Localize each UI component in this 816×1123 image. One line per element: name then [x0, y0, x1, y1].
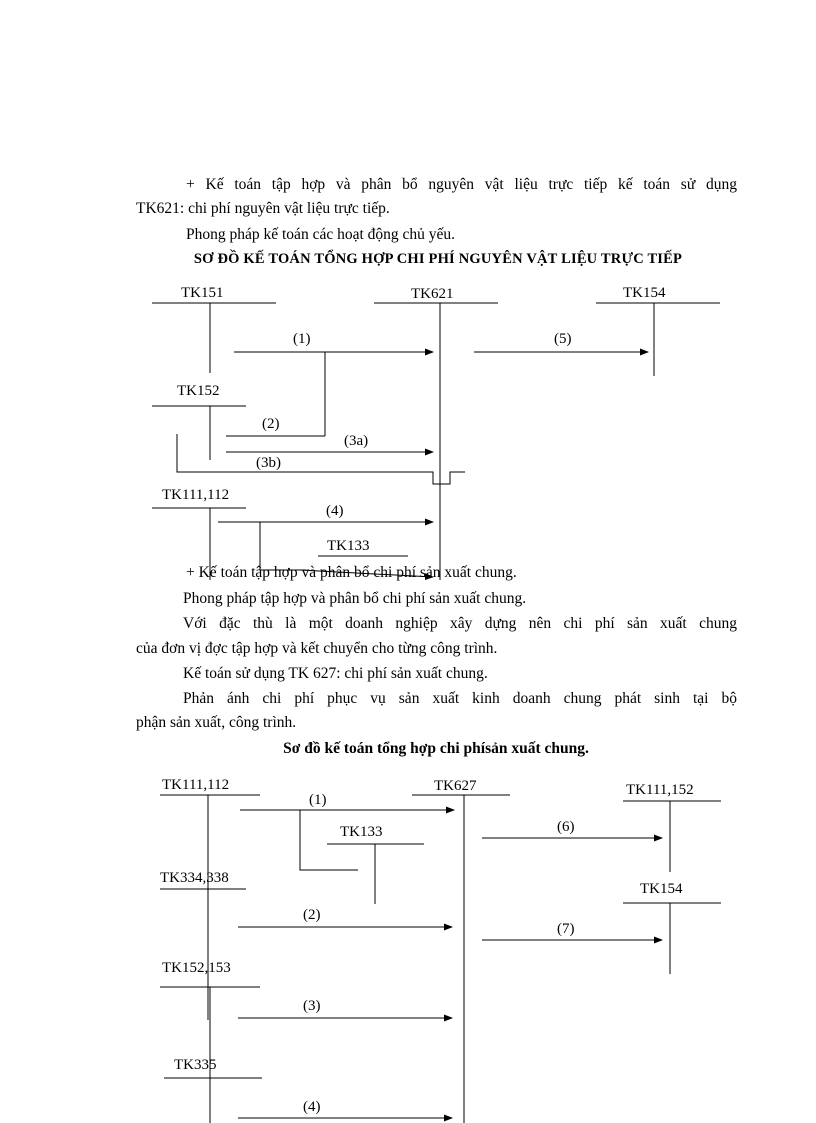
tk151-label: TK151	[181, 285, 224, 301]
tk133-label: TK133	[327, 538, 370, 554]
paragraph-2: Phong pháp kế toán các hoạt động chủ yếu.	[186, 226, 456, 243]
tk335-label: TK335	[174, 1057, 217, 1073]
tk152-153-label: TK152,153	[162, 960, 231, 976]
tk111-112-label: TK111,112	[162, 487, 230, 503]
section-2-paragraph-4: Kế toán sử dụng TK 627: chi phí sản xuất chung.	[183, 665, 488, 682]
paragraph-1-line-2: TK621: chi phí nguyên vật liệu trực tiếp.	[136, 200, 390, 217]
d2-tk133-label: TK133	[340, 824, 383, 840]
diagram-2-heading: Sơ đồ kế toán tổng hợp chi phísản xuất chung.	[283, 740, 589, 757]
section-2-paragraph-3-line-1: Với đặc thù là một doanh nghiệp xây dựng nên chi phí sản xuất chung	[183, 615, 737, 632]
d2-flow-2-label: (2)	[303, 907, 321, 923]
tk152-label: TK152	[177, 383, 220, 399]
tk111-152-label: TK111,152	[626, 782, 694, 798]
section-2-paragraph-3-line-2: của đơn vị đợc tập hợp và kết chuyển cho từng công trình.	[136, 640, 498, 657]
section-2-paragraph-1: + Kế toán tập hợp và phân bổ chi phí sản xuất chung.	[186, 564, 517, 581]
flow-5-label: (5)	[554, 331, 572, 347]
tk621-label: TK621	[411, 286, 454, 302]
tk334-338-label: TK334,338	[160, 870, 229, 886]
tk154-label: TK154	[623, 285, 666, 301]
section-2-paragraph-2: Phong pháp tập hợp và phân bổ chi phí sản xuất chung.	[183, 590, 527, 607]
flow-2-label: (2)	[262, 416, 280, 432]
d2-flow-3-label: (3)	[303, 998, 321, 1014]
flow-6-label: (6)	[557, 819, 575, 835]
flow-4-label: (4)	[326, 503, 344, 519]
d2-tk111-112-label: TK111,112	[162, 777, 230, 793]
d2-flow-1-label: (1)	[309, 792, 327, 808]
section-2-paragraph-5-line-2: phận sản xuất, công trình.	[136, 714, 297, 731]
flow-7-label: (7)	[557, 921, 575, 937]
flow-3a-label: (3a)	[344, 433, 369, 449]
paragraph-1-line-1: + Kế toán tập hợp và phân bổ nguyên vật liệu trực tiếp kế toán sử dụng	[186, 176, 737, 193]
section-2-paragraph-5-line-1: Phản ánh chi phí phục vụ sản xuất kinh doanh chung phát sinh tại bộ	[183, 690, 737, 707]
flow-1-label: (1)	[293, 331, 311, 347]
tk627-label: TK627	[434, 778, 477, 794]
d2-flow-4-label: (4)	[303, 1099, 321, 1115]
diagram-1-heading: SƠ ĐỒ KẾ TOÁN TỔNG HỢP CHI PHÍ NGUYÊN VẬT LIỆU TRỰC TIẾP	[193, 251, 683, 267]
flow-3b-label: (3b)	[256, 455, 281, 471]
d2-tk154-label: TK154	[640, 881, 683, 897]
